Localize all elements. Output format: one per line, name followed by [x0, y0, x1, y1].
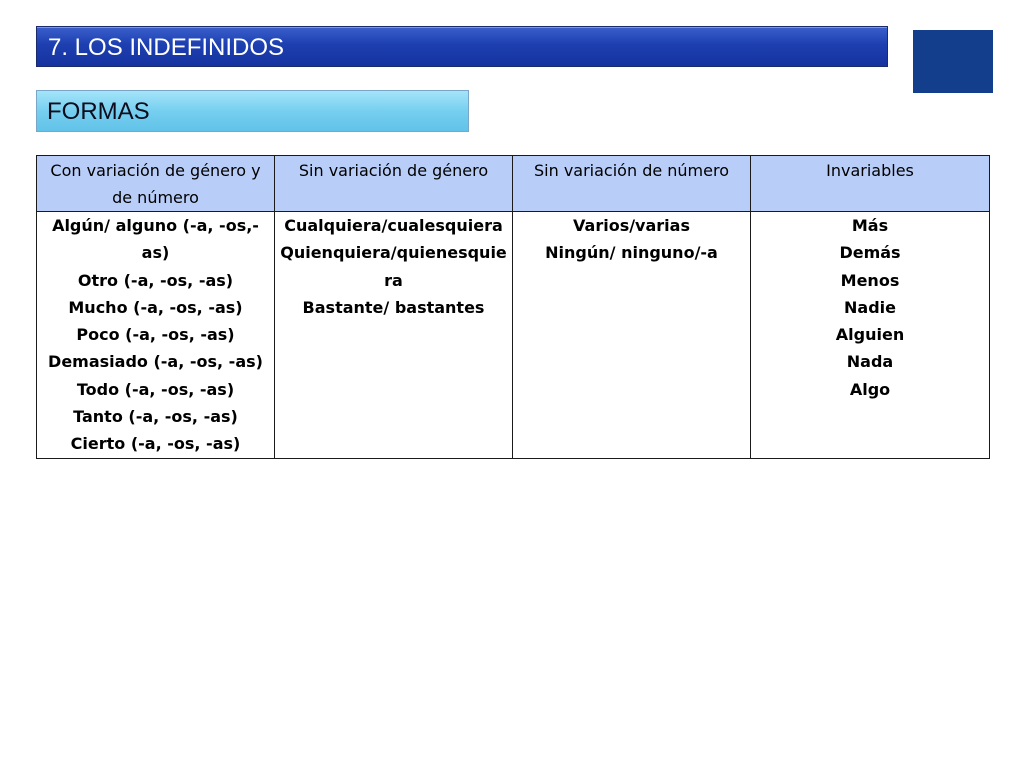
table-cell-item: Mucho (-a, -os, -as)	[68, 297, 243, 317]
table-cell-item: Bastante/ bastantes	[302, 297, 485, 317]
table-cell-item: Demasiado (-a, -os, -as)	[48, 352, 263, 372]
table-cell-item: Poco (-a, -os, -as)	[76, 325, 235, 345]
table-cell-item: Ningún/ ninguno/-a	[545, 243, 718, 263]
table-cell-item: Algo	[849, 379, 891, 399]
table-cell-item: Algún/ alguno (-a, -os,-as)	[52, 216, 259, 263]
column-sin-genero	[275, 212, 513, 459]
slide-title: 7. LOS INDEFINIDOS	[36, 26, 888, 67]
table-cell-item: Nadie	[844, 297, 896, 317]
table-cell-item: Varios/varias	[573, 216, 690, 235]
column-sin-numero	[513, 212, 751, 459]
header-cell-invariables: Invariables	[751, 156, 990, 212]
header-cell-genero-numero: Con variación de género y de número	[37, 156, 275, 212]
indefinidos-table	[36, 155, 990, 459]
table-cell-item: Quienquiera/quienesquiera	[280, 243, 507, 290]
table-cell-item: Más	[851, 216, 889, 235]
table-cell-item: Cierto (-a, -os, -as)	[70, 434, 241, 454]
column-genero-numero	[37, 212, 275, 459]
table-cell-item: Cualquiera/cualesquiera	[284, 216, 503, 235]
table-cell-item: Nada	[846, 352, 894, 372]
table-cell-item: Demás	[839, 243, 901, 263]
table-cell-item: Tanto (-a, -os, -as)	[73, 407, 238, 427]
column-invariables	[751, 212, 990, 459]
table-row	[37, 212, 990, 459]
table-header-row	[37, 156, 990, 212]
header-cell-sin-numero: Sin variación de número	[513, 156, 751, 212]
table-cell-item: Todo (-a, -os, -as)	[76, 379, 235, 399]
table-cell-item: Menos	[840, 270, 900, 290]
section-label: FORMAS	[36, 90, 469, 132]
table-cell-item: Otro (-a, -os, -as)	[77, 270, 234, 290]
table-cell-item: Alguien	[835, 325, 905, 345]
corner-decoration	[913, 30, 993, 93]
header-cell-sin-genero: Sin variación de género	[275, 156, 513, 212]
